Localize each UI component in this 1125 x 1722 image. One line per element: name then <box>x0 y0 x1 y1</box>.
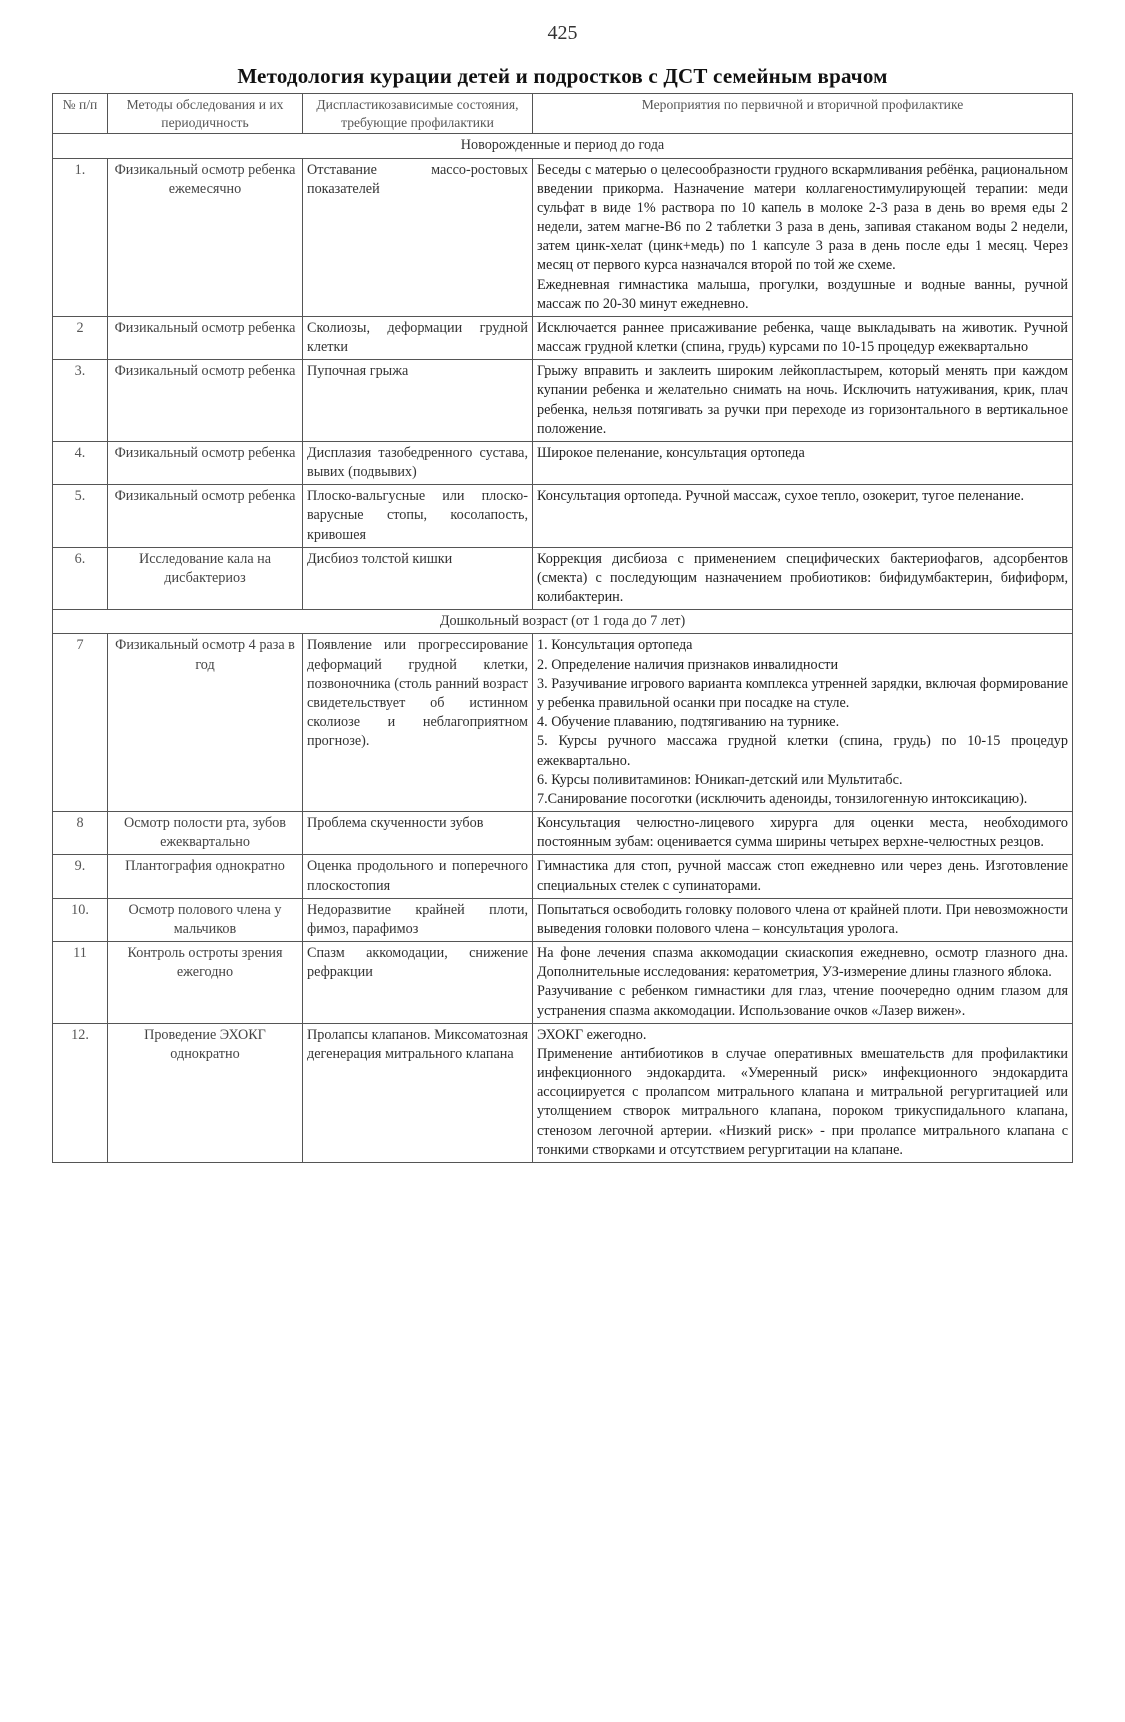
dysplasia-condition: Появление или прогрессирование деформаций грудной клетки, позвоночника (столь ранний возраст свидетельствует об истинном сколиозе и неблагоприятном прогнозе). <box>303 634 533 812</box>
table-row <box>53 942 1073 1024</box>
dysplasia-condition: Дисплазия тазобедренного сустава, вывих (подвывих) <box>303 441 533 484</box>
prevention-measures: ЭХОКГ ежегодно. Применение антибиотиков в случае оперативных вмешательств для профилактики инфекционного эндокардита. «Умеренный риск» инфекционного эндокардита ассоциируется с пролапсом митрального клапана и митральной регургитацией или утолщением створок митрального клапана, пороком трикуспидального клапана, стенозом легочной артерии. «Низкий риск» - при пролапсе митрального клапана с тонкими створками и отсутствием регургитации на клапане. <box>533 1023 1073 1162</box>
prevention-measures: Грыжу вправить и заклеить широким лейкопластырем, который менять при каждом купании ребенка и желательно снимать на ночь. Исключить натуживания, крик, плач ребенка, нельзя потягивать за ручки при переходе из горизонтального в вертикальное положение. <box>533 360 1073 442</box>
table-row <box>53 812 1073 855</box>
header-method: Методы обследования и их периодичность <box>108 94 303 134</box>
table-row <box>53 485 1073 548</box>
section-title: Дошкольный возраст (от 1 года до 7 лет) <box>53 610 1073 634</box>
section-title: Новорожденные и период до года <box>53 134 1073 158</box>
dysplasia-condition: Спазм аккомодации, снижение рефракции <box>303 942 533 1024</box>
dysplasia-condition: Недоразвитие крайней плоти, фимоз, парафимоз <box>303 898 533 941</box>
prevention-measures: Исключается раннее присаживание ребенка, чаще выкладывать на животик. Ручной массаж грудной клетки (спина, грудь) курсами по 10-15 процедур ежеквартально <box>533 316 1073 359</box>
table-row <box>53 634 1073 812</box>
curation-table <box>52 93 1073 1163</box>
row-number: 3. <box>53 360 108 442</box>
row-number: 8 <box>53 812 108 855</box>
header-measures: Мероприятия по первичной и вторичной профилактике <box>533 94 1073 134</box>
dysplasia-condition: Оценка продольного и поперечного плоскостопия <box>303 855 533 898</box>
prevention-measures: Коррекция дисбиоза с применением специфических бактериофагов, адсорбентов (смекта) с последующим назначением пробиотиков: бифидумбактерин, бифиформ, колибактерин. <box>533 547 1073 610</box>
header-state: Диспластикозависимые состояния, требующие профилактики <box>303 94 533 134</box>
row-number: 9. <box>53 855 108 898</box>
dysplasia-condition: Пролапсы клапанов. Миксоматозная дегенерация митрального клапана <box>303 1023 533 1162</box>
examination-method: Физикальный осмотр ребенка <box>108 316 303 359</box>
examination-method: Физикальный осмотр ребенка <box>108 441 303 484</box>
section-row <box>53 610 1073 634</box>
prevention-measures: Широкое пеленание, консультация ортопеда <box>533 441 1073 484</box>
table-row <box>53 360 1073 442</box>
examination-method: Плантография однократно <box>108 855 303 898</box>
table-row <box>53 898 1073 941</box>
examination-method: Физикальный осмотр ребенка ежемесячно <box>108 158 303 316</box>
table-row <box>53 316 1073 359</box>
examination-method: Проведение ЭХОКГ однократно <box>108 1023 303 1162</box>
table-row <box>53 1023 1073 1162</box>
prevention-measures: Беседы с матерью о целесообразности грудного вскармливания ребёнка, рациональном введении прикорма. Назначение матери коллагеностимулирующей терапии: меди сульфат в виде 1% раствора по 10 капель в молоке 2-3 раза в день во время еды 2 недели, затем магне-В6 по 2 таблетки 3 раза в день, запивая стаканом воды 2 недели, затем цинк-хелат (цинк+медь) по 1 капсуле 3 раза в день после еды 1 месяц. Через месяц от первого курса назначался второй по той же схеме. Ежедневная гимнастика малыша, прогулки, воздушные и водные ванны, ручной массаж по 20-30 минут ежедневно. <box>533 158 1073 316</box>
prevention-measures: На фоне лечения спазма аккомодации скиаскопия ежедневно, осмотр глазного дна. Дополнительные исследования: кератометрия, УЗ-измерение длины глазного яблока. Разучивание с ребенком гимнастики для глаз, чтение поочередно одним глазом для устранения спазма аккомодации. Использование очков «Лазер вижен». <box>533 942 1073 1024</box>
prevention-measures: 1. Консультация ортопеда 2. Определение наличия признаков инвалидности 3. Разучивание игрового варианта комплекса утренней зарядки, включая формирование у ребенка правильной осанки при посадке на стуле. 4. Обучение плаванию, подтягиванию на турнике. 5. Курсы ручного массажа грудной клетки (спина, грудь) по 10-15 процедур ежеквартально. 6. Курсы поливитаминов: Юникап-детский или Мультитабс. 7.Санирование посоготки (исключить аденоиды, тонзилогенную интоксикацию). <box>533 634 1073 812</box>
prevention-measures: Попытаться освободить головку полового члена от крайней плоти. При невозможности выведения головки полового члена – консультация уролога. <box>533 898 1073 941</box>
dysplasia-condition: Плоско-вальгусные или плоско-варусные стопы, косолапость, кривошея <box>303 485 533 548</box>
header-num: № п/п <box>53 94 108 134</box>
dysplasia-condition: Отставание массо-ростовых показателей <box>303 158 533 316</box>
examination-method: Физикальный осмотр ребенка <box>108 485 303 548</box>
row-number: 6. <box>53 547 108 610</box>
table-row <box>53 547 1073 610</box>
prevention-measures: Консультация ортопеда. Ручной массаж, сухое тепло, озокерит, тугое пеленание. <box>533 485 1073 548</box>
table-header-row <box>53 94 1073 134</box>
examination-method: Осмотр полового члена у мальчиков <box>108 898 303 941</box>
examination-method: Физикальный осмотр 4 раза в год <box>108 634 303 812</box>
dysplasia-condition: Дисбиоз толстой кишки <box>303 547 533 610</box>
prevention-measures: Гимнастика для стоп, ручной массаж стоп ежедневно или через день. Изготовление специальных стелек с супинаторами. <box>533 855 1073 898</box>
dysplasia-condition: Проблема скученности зубов <box>303 812 533 855</box>
table-row <box>53 158 1073 316</box>
document-title: Методология курации детей и подростков с ДСТ семейным врачом <box>237 64 888 88</box>
examination-method: Физикальный осмотр ребенка <box>108 360 303 442</box>
row-number: 4. <box>53 441 108 484</box>
table-row <box>53 441 1073 484</box>
page-number: 425 <box>547 22 578 44</box>
row-number: 11 <box>53 942 108 1024</box>
examination-method: Исследование кала на дисбактериоз <box>108 547 303 610</box>
prevention-measures: Консультация челюстно-лицевого хирурга для оценки места, необходимого постоянным зубам: оценивается сумма ширины четырех верхне-челюстных резцов. <box>533 812 1073 855</box>
dysplasia-condition: Пупочная грыжа <box>303 360 533 442</box>
dysplasia-condition: Сколиозы, деформации грудной клетки <box>303 316 533 359</box>
row-number: 10. <box>53 898 108 941</box>
row-number: 1. <box>53 158 108 316</box>
section-row <box>53 134 1073 158</box>
row-number: 5. <box>53 485 108 548</box>
table-row <box>53 855 1073 898</box>
row-number: 2 <box>53 316 108 359</box>
row-number: 12. <box>53 1023 108 1162</box>
examination-method: Контроль остроты зрения ежегодно <box>108 942 303 1024</box>
row-number: 7 <box>53 634 108 812</box>
examination-method: Осмотр полости рта, зубов ежеквартально <box>108 812 303 855</box>
